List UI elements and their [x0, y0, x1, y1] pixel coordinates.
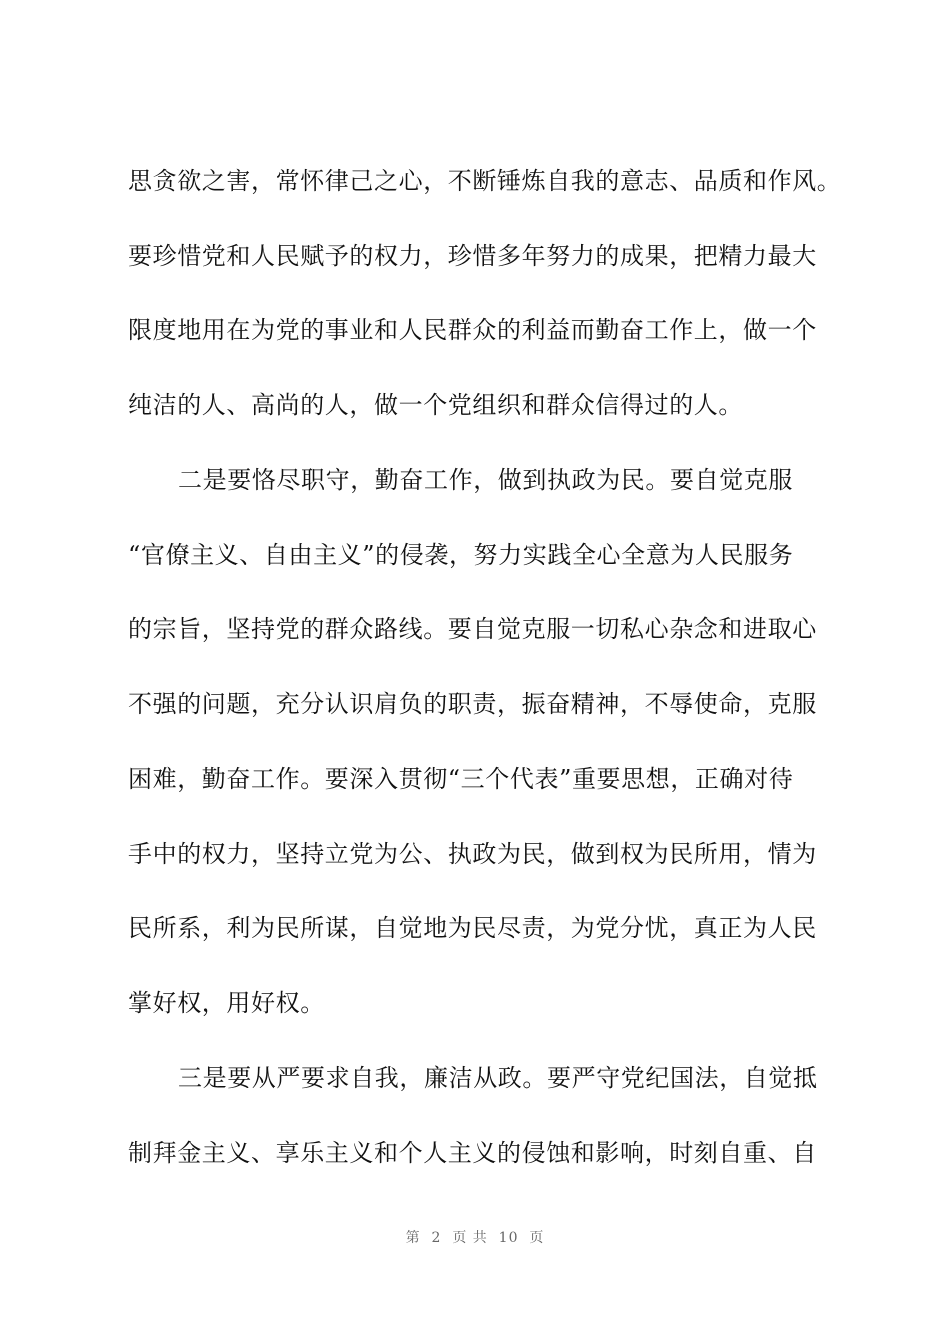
- text-line-11: 民所系，利为民所谋，自觉地为民尽责，为党分忧，真正为人民: [128, 914, 817, 942]
- text-line-6: “官僚主义、自由主义”的侵袭，努力实践全心全意为人民服务: [128, 541, 794, 569]
- text-line-13: 三是要从严要求自我，廉洁从政。要严守党纪国法，自觉抵: [178, 1064, 818, 1092]
- text-line-1: 思贪欲之害，常怀律己之心，不断锤炼自我的意志、品质和作风。: [128, 167, 842, 195]
- text-line-5: 二是要恪尽职守，勤奋工作，做到执政为民。要自觉克服: [178, 466, 793, 494]
- text-line-3: 限度地用在为党的事业和人民群众的利益而勤奋工作上，做一个: [128, 316, 817, 344]
- text-line-2: 要珍惜党和人民赋予的权力，珍惜多年努力的成果，把精力最大: [128, 242, 817, 270]
- text-line-8: 不强的问题，充分认识肩负的职责，振奋精神，不辱使命，克服: [128, 690, 817, 718]
- text-line-12: 掌好权，用好权。: [128, 989, 325, 1017]
- text-line-10: 手中的权力，坚持立党为公、执政为民，做到权为民所用，情为: [128, 840, 817, 868]
- text-line-9: 困难，勤奋工作。要深入贯彻“三个代表”重要思想，正确对待: [128, 765, 794, 793]
- text-line-7: 的宗旨，坚持党的群众路线。要自觉克服一切私心杂念和进取心: [128, 615, 817, 643]
- text-line-4: 纯洁的人、高尚的人，做一个党组织和群众信得过的人。: [128, 391, 743, 419]
- text-line-14: 制拜金主义、享乐主义和个人主义的侵蚀和影响，时刻自重、自: [128, 1139, 817, 1167]
- page-number-footer: 第 2 页 共 10 页: [405, 1230, 545, 1246]
